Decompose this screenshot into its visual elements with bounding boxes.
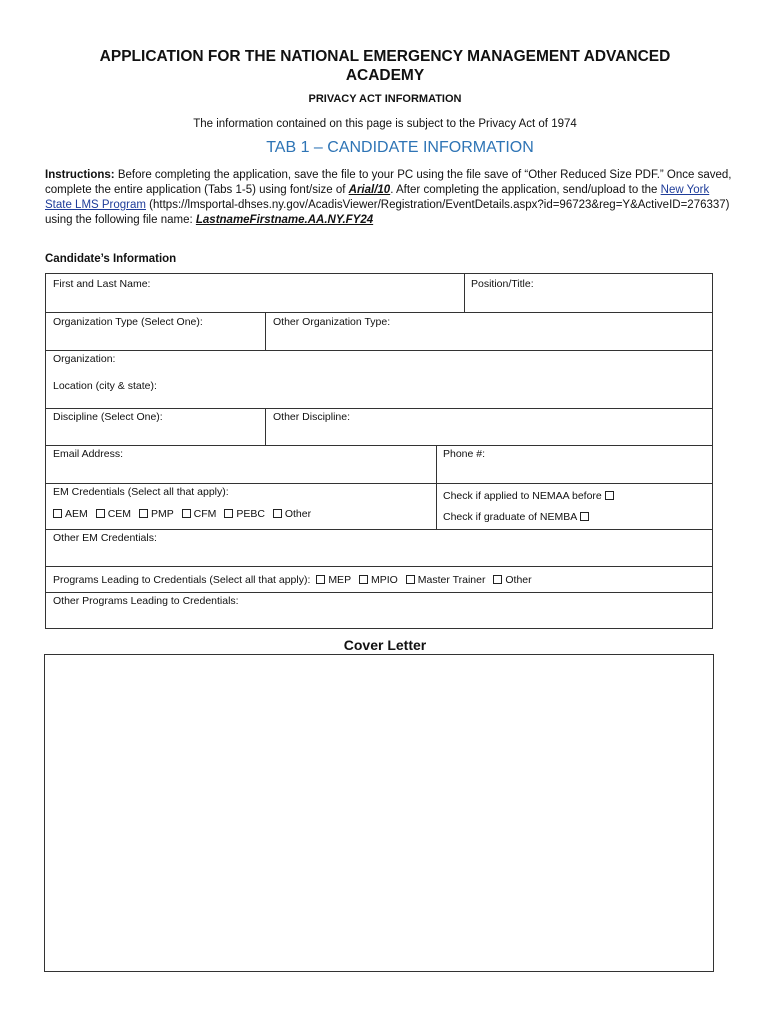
program-option-mpio[interactable]: MPIO: [359, 574, 398, 586]
section-title: Candidate’s Information: [45, 253, 177, 265]
programs-row: [53, 574, 537, 586]
instructions: [45, 168, 735, 228]
col-divider: [265, 408, 266, 445]
tab-heading: TAB 1 – CANDIDATE INFORMATION: [266, 139, 534, 156]
checkbox-icon[interactable]: [273, 509, 282, 518]
checkbox-icon[interactable]: [493, 575, 502, 584]
row-divider: [46, 350, 712, 351]
instructions-text-1: Before completing the application, save the file to your PC using the file save of “Other Reduced Size PDF.” Once saved, complete the entire application (Tabs 1-5) using font/size of: [45, 169, 732, 196]
row-divider: [46, 445, 712, 446]
lms-program-link[interactable]: New York State LMS Program: [45, 184, 710, 211]
checkbox-icon[interactable]: [139, 509, 148, 518]
em-option-aem[interactable]: AEM: [53, 508, 88, 520]
file-name: LastnameFirstname.AA.NY.FY24: [195, 214, 374, 226]
checkbox-icon[interactable]: [224, 509, 233, 518]
checkbox-icon[interactable]: [605, 491, 614, 500]
program-option-mep[interactable]: MEP: [316, 574, 351, 586]
checkbox-icon[interactable]: [406, 575, 415, 584]
row-divider: [46, 529, 712, 530]
em-credentials-options: [53, 508, 316, 520]
em-option-other[interactable]: Other: [273, 508, 311, 520]
email-field[interactable]: Email Address:: [53, 448, 124, 460]
position-title-field[interactable]: Position/Title:: [471, 278, 534, 290]
other-em-credentials-field[interactable]: Other EM Credentials:: [53, 532, 157, 544]
other-discipline-field[interactable]: Other Discipline:: [273, 411, 351, 423]
em-option-pmp[interactable]: PMP: [139, 508, 174, 520]
row-divider: [46, 408, 712, 409]
col-divider: [436, 445, 437, 483]
location-field[interactable]: Location (city & state):: [53, 380, 157, 392]
phone-field[interactable]: Phone #:: [443, 448, 486, 460]
cover-letter-field[interactable]: [44, 654, 714, 972]
col-divider: [265, 312, 266, 350]
page-title: APPLICATION FOR THE NATIONAL EMERGENCY MANAGEMENT ADVANCED ACADEMY: [99, 48, 671, 84]
row-divider: [46, 312, 712, 313]
checkbox-icon[interactable]: [96, 509, 105, 518]
other-programs-field[interactable]: Other Programs Leading to Credentials:: [53, 595, 239, 607]
col-divider: [436, 483, 437, 529]
checkbox-icon[interactable]: [580, 512, 589, 521]
applied-nemaa-check[interactable]: Check if applied to NEMAA before: [443, 490, 617, 502]
em-credentials-label: EM Credentials (Select all that apply):: [53, 486, 229, 498]
org-type-select[interactable]: Organization Type (Select One):: [53, 316, 203, 328]
discipline-select[interactable]: Discipline (Select One):: [53, 411, 163, 423]
col-divider: [464, 274, 465, 312]
checkbox-icon[interactable]: [182, 509, 191, 518]
program-option-other[interactable]: Other: [493, 574, 531, 586]
row-divider: [46, 483, 712, 484]
other-org-type-field[interactable]: Other Organization Type:: [273, 316, 391, 328]
graduate-nemba-check[interactable]: Check if graduate of NEMBA: [443, 511, 592, 523]
cover-letter-title: Cover Letter: [343, 637, 427, 653]
row-divider: [46, 592, 712, 593]
row-divider: [46, 566, 712, 567]
programs-label: Programs Leading to Credentials (Select all that apply):: [53, 574, 311, 586]
checkbox-icon[interactable]: [316, 575, 325, 584]
checkbox-icon[interactable]: [53, 509, 62, 518]
privacy-heading: PRIVACY ACT INFORMATION: [308, 93, 462, 105]
checkbox-icon[interactable]: [359, 575, 368, 584]
em-option-cfm[interactable]: CFM: [182, 508, 217, 520]
privacy-notice: The information contained on this page is subject to the Privacy Act of 1974: [193, 118, 577, 130]
em-option-cem[interactable]: CEM: [96, 508, 131, 520]
instructions-text-3: (https://lmsportal-dhses.ny.gov/AcadisViewer/Registration/EventDetails.aspx?id=96723&reg=Y&ActiveID=276337) using the following file name:: [45, 199, 730, 226]
organization-field[interactable]: Organization:: [53, 353, 116, 365]
program-option-master-trainer[interactable]: Master Trainer: [406, 574, 486, 586]
font-spec: Arial/10: [348, 184, 391, 196]
instructions-label: Instructions:: [45, 169, 115, 181]
candidate-form: [45, 273, 713, 629]
instructions-text-2: . After completing the application, send/upload to the: [390, 184, 661, 196]
first-last-name-field[interactable]: First and Last Name:: [53, 278, 151, 290]
em-option-pebc[interactable]: PEBC: [224, 508, 265, 520]
